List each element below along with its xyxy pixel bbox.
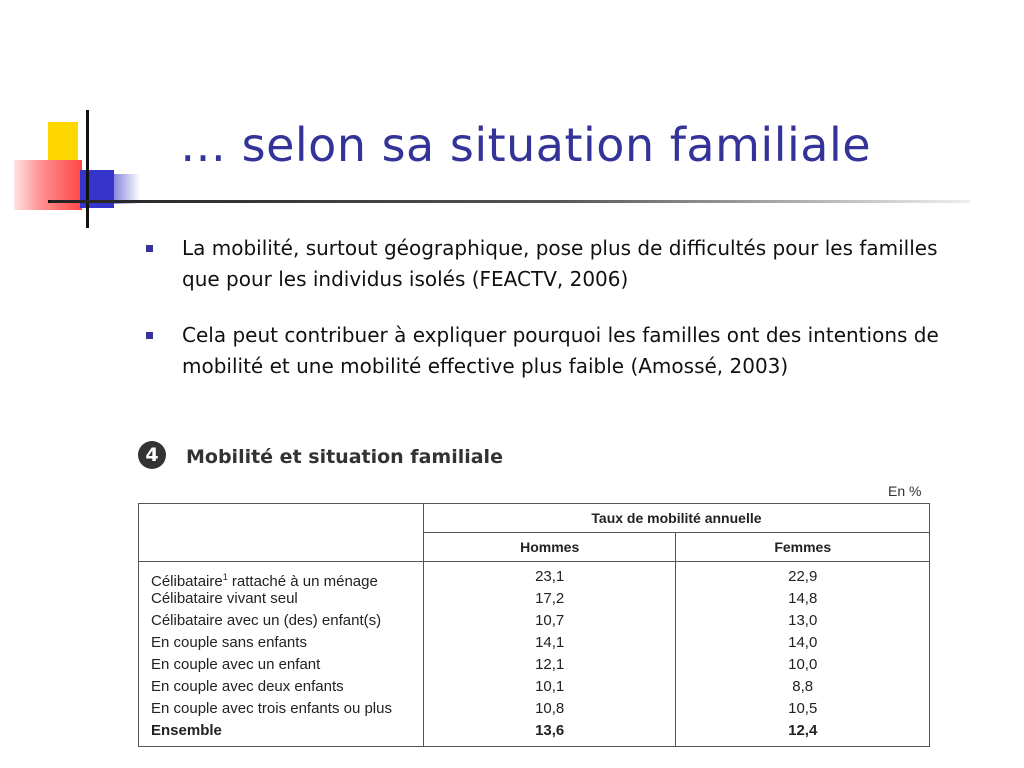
cell-value: 10,8 — [535, 700, 565, 717]
row-label: En couple avec un enfant — [151, 656, 321, 673]
bullet-square-icon — [146, 332, 153, 339]
bullet-item — [140, 320, 960, 382]
bullet-text: La mobilité, surtout géographique, pose plus de difficultés pour les familles que pour les individus isolés (FEACTV, 2006) — [182, 236, 938, 291]
bullet-list — [140, 233, 960, 407]
row-label: En couple sans enfants — [151, 634, 307, 651]
mobility-table — [138, 503, 930, 747]
row-label-text: Célibataire — [151, 573, 223, 590]
cell-value: 10,5 — [788, 700, 818, 717]
column-header-femmes: Femmes — [676, 533, 930, 562]
cell-value: 13,0 — [788, 612, 818, 629]
cell-value: 12,1 — [535, 656, 565, 673]
slide-title: … selon sa situation familiale — [180, 118, 872, 172]
cell-value: 23,1 — [535, 568, 565, 585]
hommes-values-column — [423, 562, 676, 747]
cell-value: 14,1 — [535, 634, 565, 651]
bullet-square-icon — [146, 245, 153, 252]
header-empty-cell — [139, 504, 424, 562]
figure-number-badge: 4 — [138, 441, 166, 469]
cell-value-total: 13,6 — [535, 722, 565, 739]
row-label-text: rattaché à un ménage — [227, 573, 378, 590]
decorative-corner-graphic — [0, 100, 150, 230]
title-underline — [50, 200, 970, 203]
cell-value: 10,1 — [535, 678, 565, 695]
cell-value: 14,8 — [788, 590, 818, 607]
footnote-marker: 1 — [222, 572, 228, 582]
cell-value: 14,0 — [788, 634, 818, 651]
table-body-row — [139, 562, 930, 747]
cell-value-total: 12,4 — [788, 722, 818, 739]
row-label: En couple avec trois enfants ou plus — [151, 700, 392, 717]
bullet-item — [140, 233, 960, 295]
bullet-text: Cela peut contribuer à expliquer pourquoi les familles ont des intentions de mobilité et une mobilité effective plus faible (Amossé, 2003) — [182, 323, 939, 378]
cell-value: 10,0 — [788, 656, 818, 673]
row-label: Célibataire vivant seul — [151, 590, 298, 607]
cell-value: 10,7 — [535, 612, 565, 629]
row-label: Célibataire avec un (des) enfant(s) — [151, 612, 382, 629]
table-header-row — [139, 504, 930, 533]
group-header: Taux de mobilité annuelle — [423, 504, 929, 533]
cell-value: 8,8 — [792, 678, 814, 695]
column-header-hommes: Hommes — [423, 533, 676, 562]
femmes-values-column — [676, 562, 930, 747]
cell-value: 17,2 — [535, 590, 565, 607]
figure-title: Mobilité et situation familiale — [186, 446, 503, 468]
cell-value: 22,9 — [788, 568, 818, 585]
row-label: En couple avec deux enfants — [151, 678, 344, 695]
row-labels-column — [139, 562, 424, 747]
figure-unit: En % — [888, 483, 922, 499]
row-label-total: Ensemble — [151, 722, 222, 739]
row-label — [151, 566, 423, 588]
deco-vertical-line — [86, 110, 89, 228]
